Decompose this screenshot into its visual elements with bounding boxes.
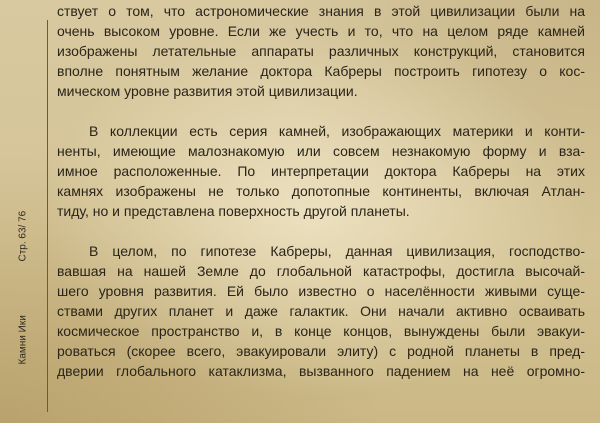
text-line: дверии глобального катаклизма, вызванного падением на неё огромно- — [57, 363, 585, 379]
text-line: В коллекции есть серия камней, изображающих материки и конти- — [89, 123, 585, 139]
text-line: камнях изображены не только допотопные континенты, включая Атлан- — [57, 183, 585, 199]
text-line: вавшая на нашей Земле до глобальной катастрофы, достигла высочай- — [57, 263, 585, 279]
text-line: роваться (скорее всего, эвакуировали элиту) с родной планеты в пред- — [57, 343, 585, 359]
book-title: Камни Ики — [17, 315, 29, 365]
paragraph-3 — [57, 241, 585, 381]
page-number: Стр. 63/ 76 — [17, 210, 29, 262]
text-line: изображены летательные аппараты различных конструкций, становится — [57, 43, 585, 59]
text-line: космическое пространство и, в конце концов, вынуждены были эвакуи- — [57, 323, 585, 339]
paragraph-gap — [57, 221, 585, 241]
paragraph-gap — [57, 101, 585, 121]
paragraph-2 — [57, 121, 585, 221]
text-line: очень высоком уровне. Если же учесть и то, что на целом ряде камней — [57, 23, 585, 39]
text-line: шего уровня развития. Ей было известно о населённости живыми суще- — [57, 283, 585, 299]
text-line: ствует о том, что астрономические знания в этой цивилизации были на — [57, 3, 585, 19]
text-line: вполне понятным желание доктора Кабреры построить гипотезу о кос- — [57, 63, 585, 79]
text-line: имное расположенные. По интерпретации доктора Кабреры на этих — [57, 163, 585, 179]
text-line: ненты, имеющие малознакомую или совсем незнакомую форму и вза- — [57, 143, 585, 159]
body-text — [57, 1, 585, 381]
text-line: ствами других планет и даже галактик. Они начали активно осваивать — [57, 303, 585, 319]
paragraph-1 — [57, 1, 585, 101]
text-line: мическом уровне развития этой цивилизации. — [57, 83, 358, 99]
text-line: тиду, но и представлена поверхность другой планеты. — [57, 203, 410, 219]
text-line: В целом, по гипотезе Кабреры, данная цивилизация, господство- — [89, 243, 585, 259]
margin-divider — [47, 20, 48, 412]
